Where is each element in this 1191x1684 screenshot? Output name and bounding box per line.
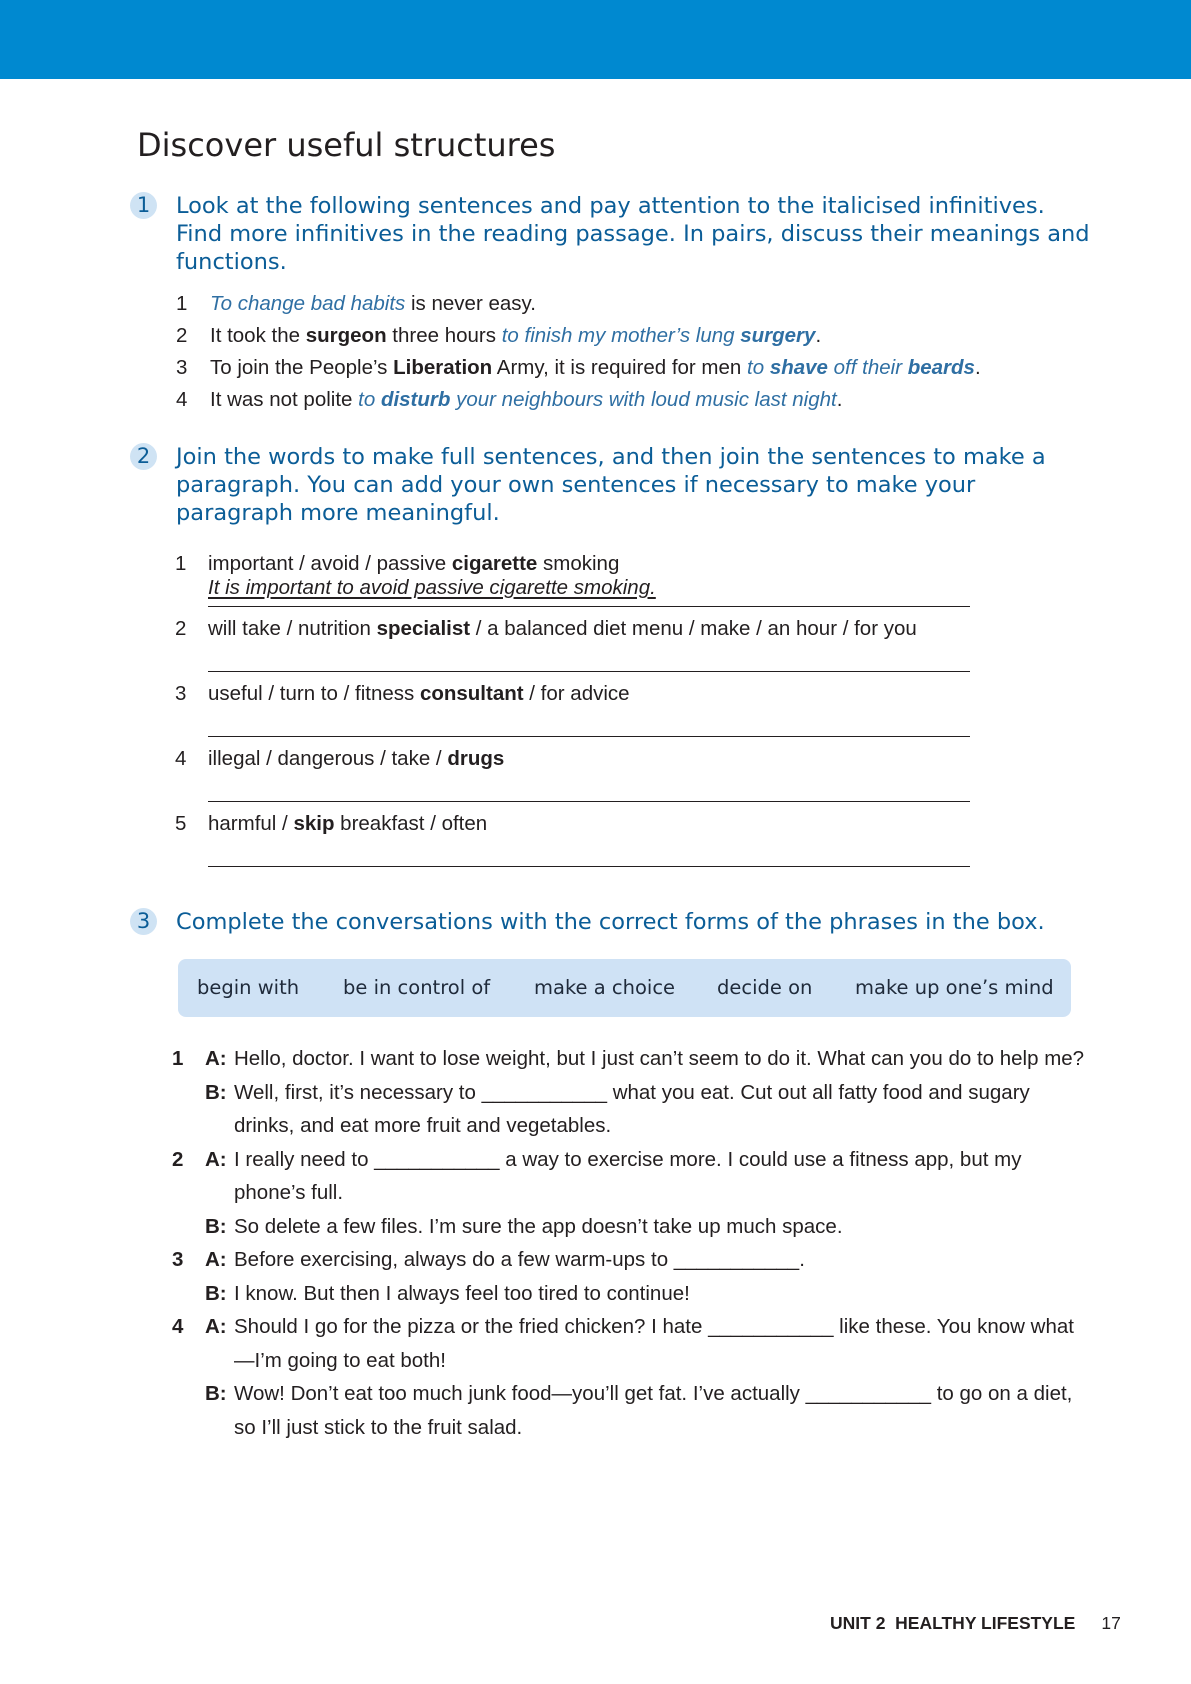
keyword: surgeon <box>305 324 387 347</box>
sentence-list <box>130 288 1090 416</box>
dialogue-text: Wow! Don’t eat too much junk food—you’ll get fat. I’ve actually ___________ to go on a diet, so I’ll just stick to the fruit salad. <box>234 1382 1073 1439</box>
dialogue-line <box>172 1377 1092 1444</box>
conversation-list <box>172 1042 1092 1444</box>
speaker-label: A: <box>205 1248 227 1271</box>
phrase: make up one’s mind <box>855 976 1054 999</box>
answer-line[interactable] <box>208 866 970 867</box>
dialogue-line <box>172 1042 1092 1076</box>
sentence-text: is never easy. <box>405 292 536 315</box>
task-instruction: Join the words to make full sentences, and then join the sentences to make a paragraph. You can add your own sentences if necessary to make your paragraph more meaningful. <box>176 444 1046 526</box>
answer-line[interactable] <box>208 671 970 672</box>
sentence-text: . <box>836 388 843 411</box>
item-number: 1 <box>172 1047 184 1070</box>
item-number: 2 <box>175 617 187 640</box>
keyword: disturb <box>380 388 451 411</box>
dialogue-line <box>172 1310 1092 1377</box>
prompt-part: illegal / dangerous / take / <box>208 747 448 770</box>
prompt-part: breakfast / often <box>334 812 488 835</box>
phrase-box <box>178 959 1071 1017</box>
item-number: 3 <box>172 1248 184 1271</box>
list-item <box>130 549 1090 614</box>
item-number: 4 <box>175 747 187 770</box>
answer-line[interactable] <box>208 801 970 802</box>
item-number: 1 <box>175 552 187 575</box>
keyword: cigarette <box>451 552 538 575</box>
speaker-label: B: <box>205 1214 227 1238</box>
task-2-header <box>130 443 1090 527</box>
task-instruction: Look at the following sentences and pay attention to the italicised infinitives. Find more infinitives in the reading passage. In pairs, discuss their meanings and functions. <box>176 193 1090 275</box>
example-answer: It is important to avoid passive cigarette smoking. <box>208 576 656 599</box>
task-1-header <box>130 192 1090 276</box>
prompt-part: smoking <box>537 552 620 575</box>
dialogue-line <box>172 1210 1092 1244</box>
sentence-text: three hours <box>386 324 502 347</box>
list-item <box>130 288 1090 320</box>
dialogue-line <box>172 1076 1092 1143</box>
unit-label: UNIT 2 HEALTHY LIFESTYLE <box>830 1613 1076 1633</box>
sentence-text: . <box>815 324 822 347</box>
speaker-label: B: <box>205 1281 227 1305</box>
sentence-text: Army, it is required for men <box>492 356 748 379</box>
header-bar <box>0 0 1191 79</box>
keyword: Liberation <box>393 356 493 379</box>
dialogue-text: I really need to ___________ a way to exercise more. I could use a fitness app, but my phone’s full. <box>234 1147 1022 1204</box>
dialogue-line <box>172 1243 1092 1277</box>
prompt-text <box>208 617 917 640</box>
sentence-text: . <box>974 356 981 379</box>
task-number: 1 <box>130 192 157 219</box>
keyword: surgery <box>740 324 816 347</box>
list-item <box>130 679 1090 744</box>
answer-line[interactable] <box>208 606 970 607</box>
task-2 <box>130 443 1090 874</box>
task-instruction: Complete the conversations with the correct forms of the phrases in the box. <box>176 909 1045 935</box>
italic-infinitive: your neighbours with loud music last night <box>450 388 837 411</box>
list-item <box>130 614 1090 679</box>
keyword: skip <box>293 812 335 835</box>
item-number: 3 <box>176 356 188 379</box>
speaker-label: A: <box>205 1147 227 1171</box>
keyword: drugs <box>447 747 505 770</box>
task-number: 2 <box>130 443 157 470</box>
prompt-part: useful / turn to / fitness <box>208 682 420 705</box>
prompt-text <box>208 747 504 770</box>
list-item <box>130 320 1090 352</box>
task-1 <box>130 192 1090 416</box>
item-number: 5 <box>175 812 187 835</box>
italic-infinitive: off their <box>827 356 908 379</box>
task-3 <box>130 908 1090 936</box>
phrase: begin with <box>197 976 300 999</box>
prompt-part: important / avoid / passive <box>208 552 452 575</box>
prompt-part: will take / nutrition <box>208 617 377 640</box>
list-item <box>130 384 1090 416</box>
sentence-text: It was not polite <box>210 388 359 411</box>
keyword: beards <box>907 356 975 379</box>
italic-infinitive: to <box>358 388 381 411</box>
answer-line[interactable] <box>208 736 970 737</box>
prompt-part: / for advice <box>523 682 630 705</box>
prompt-part: / a balanced diet menu / make / an hour / for you <box>470 617 917 640</box>
item-number: 2 <box>176 324 188 347</box>
dialogue-text: Well, first, it’s necessary to ___________ what you eat. Cut out all fatty food and sugary drinks, and eat more fruit and vegetables. <box>234 1080 1030 1137</box>
page-title: Discover useful structures <box>137 126 556 164</box>
prompt-list <box>130 549 1090 874</box>
page-footer <box>830 1613 1121 1634</box>
prompt-part: harmful / <box>208 812 294 835</box>
dialogue-line <box>172 1277 1092 1311</box>
keyword: shave <box>769 356 828 379</box>
speaker-label: B: <box>205 1382 227 1405</box>
task-number: 3 <box>130 908 157 935</box>
speaker-label: A: <box>205 1315 227 1338</box>
dialogue-text: I know. But then I always feel too tired to continue! <box>234 1281 690 1305</box>
item-number: 2 <box>172 1147 184 1171</box>
sentence-text: It took the <box>210 324 306 347</box>
list-item <box>130 352 1090 384</box>
page-number: 17 <box>1101 1613 1121 1633</box>
dialogue-text: Should I go for the pizza or the fried chicken? I hate ___________ like these. You know what—I’m going to eat both! <box>234 1315 1074 1372</box>
dialogue-text: Hello, doctor. I want to lose weight, but I just can’t seem to do it. What can you do to help me? <box>234 1047 1085 1070</box>
speaker-label: B: <box>205 1080 227 1104</box>
sentence-text: To join the People’s <box>210 356 394 379</box>
prompt-text <box>208 812 487 835</box>
phrase: decide on <box>717 976 813 999</box>
list-item <box>130 809 1090 874</box>
prompt-text <box>208 552 619 575</box>
task-3-header <box>130 908 1090 936</box>
phrase: make a choice <box>534 976 676 999</box>
italic-infinitive: to finish my mother’s lung <box>501 324 741 347</box>
phrase: be in control of <box>343 976 491 999</box>
item-number: 1 <box>176 292 188 315</box>
dialogue-text: Before exercising, always do a few warm-ups to ___________. <box>234 1248 805 1271</box>
item-number: 4 <box>176 388 188 411</box>
list-item <box>130 744 1090 809</box>
prompt-text <box>208 682 630 705</box>
item-number: 3 <box>175 682 187 705</box>
italic-infinitive: To change bad habits <box>210 292 406 315</box>
dialogue-line <box>172 1143 1092 1210</box>
keyword: consultant <box>419 682 524 705</box>
italic-infinitive: to <box>747 356 770 379</box>
keyword: specialist <box>376 617 471 640</box>
dialogue-text: So delete a few files. I’m sure the app doesn’t take up much space. <box>234 1214 843 1238</box>
item-number: 4 <box>172 1315 184 1338</box>
speaker-label: A: <box>205 1047 227 1070</box>
